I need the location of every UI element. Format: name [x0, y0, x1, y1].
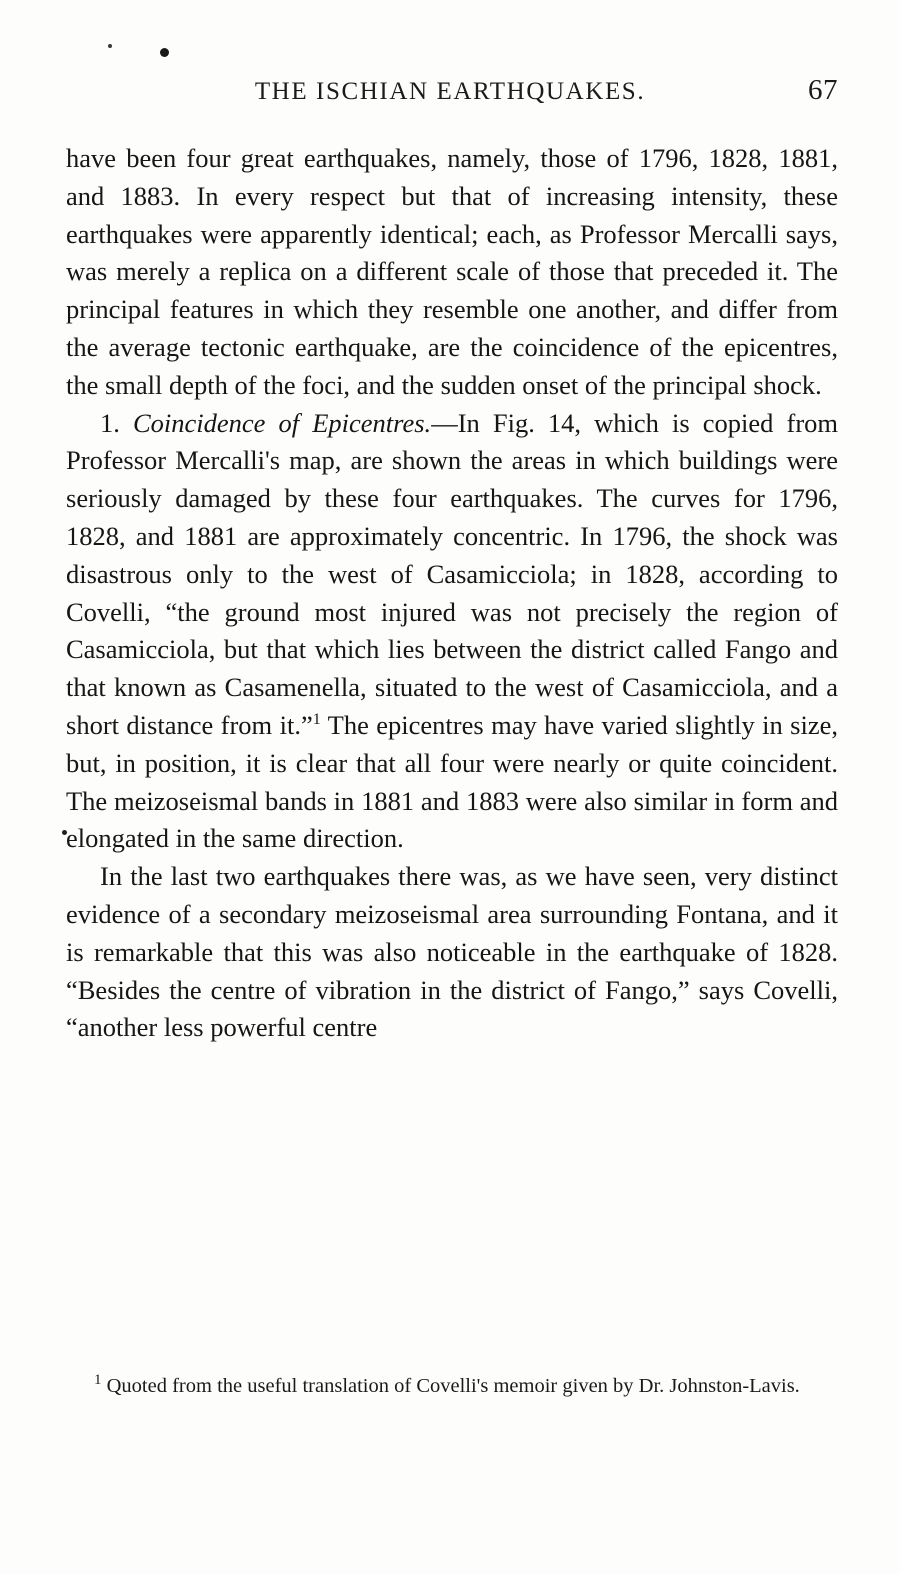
footnote-text — [66, 1372, 844, 1401]
running-head-title: THE ISCHIAN EARTHQUAKES. — [254, 78, 646, 105]
paragraph-2-text: In Fig. 14, which is copied from Professor Mercalli's map, are shown the areas in which buildings were seriously damaged by these four earthquakes. The curves for 1796, 1828, and 1881 are approximately concentric. In 1796, the shock was disastrous only to the west of Casamicciola; in 1828, according to Covelli, “the ground most injured was not precisely the region of Casamicciola, but that which lies between the district called Fango and that known as Casamenella, situated to the west of Casamicciola, and a short distance from it.” — [66, 407, 839, 740]
paragraph-1: have been four great earthquakes, namely, those of 1796, 1828, 1881, and 1883. In every respect but that of increasing intensity, these earthquakes were apparently identical; each, as Professor Mercalli says, was merely a replica on a different scale of those that preceded it. The principal features in which they resemble one another, and differ from the average tectonic earthquake, are the coincidence of the epicentres, the small depth of the foci, and the sudden onset of the principal shock. — [66, 143, 838, 400]
footnote-reference[interactable]: 1 — [312, 711, 321, 729]
section-number: 1. — [100, 407, 120, 438]
footnote-body: Quoted from the useful translation of Covelli's memoir given by Dr. Johnston-Lavis. — [106, 1375, 800, 1397]
page-number: 67 — [808, 74, 838, 106]
em-dash: — — [431, 407, 458, 438]
footnote-marker: 1 — [94, 1372, 102, 1389]
running-header — [0, 74, 900, 118]
footnote-block — [66, 1372, 844, 1401]
paragraph-2 — [66, 405, 838, 859]
paragraph-3: In the last two earthquakes there was, as we have seen, very distinct evidence of a secondary meizoseismal area surrounding Fontana, and it is remarkable that this was also noticeable in the earthquake of 1828. “Besides the centre of vibration in the district of Fango,” says Covelli, “another less powerful centre — [66, 861, 838, 1043]
ink-speck-icon — [108, 44, 112, 48]
page-body — [66, 140, 838, 1047]
ink-blot-icon — [160, 48, 169, 57]
paragraph-2-text-after: The epicentres may have varied slightly in size, but, in position, it is clear that all four were nearly or quite coincident. The meizoseismal bands in 1881 and 1883 were also similar in form and elongated in the same direction. — [66, 709, 838, 854]
section-heading: Coincidence of Epicentres. — [132, 407, 432, 438]
